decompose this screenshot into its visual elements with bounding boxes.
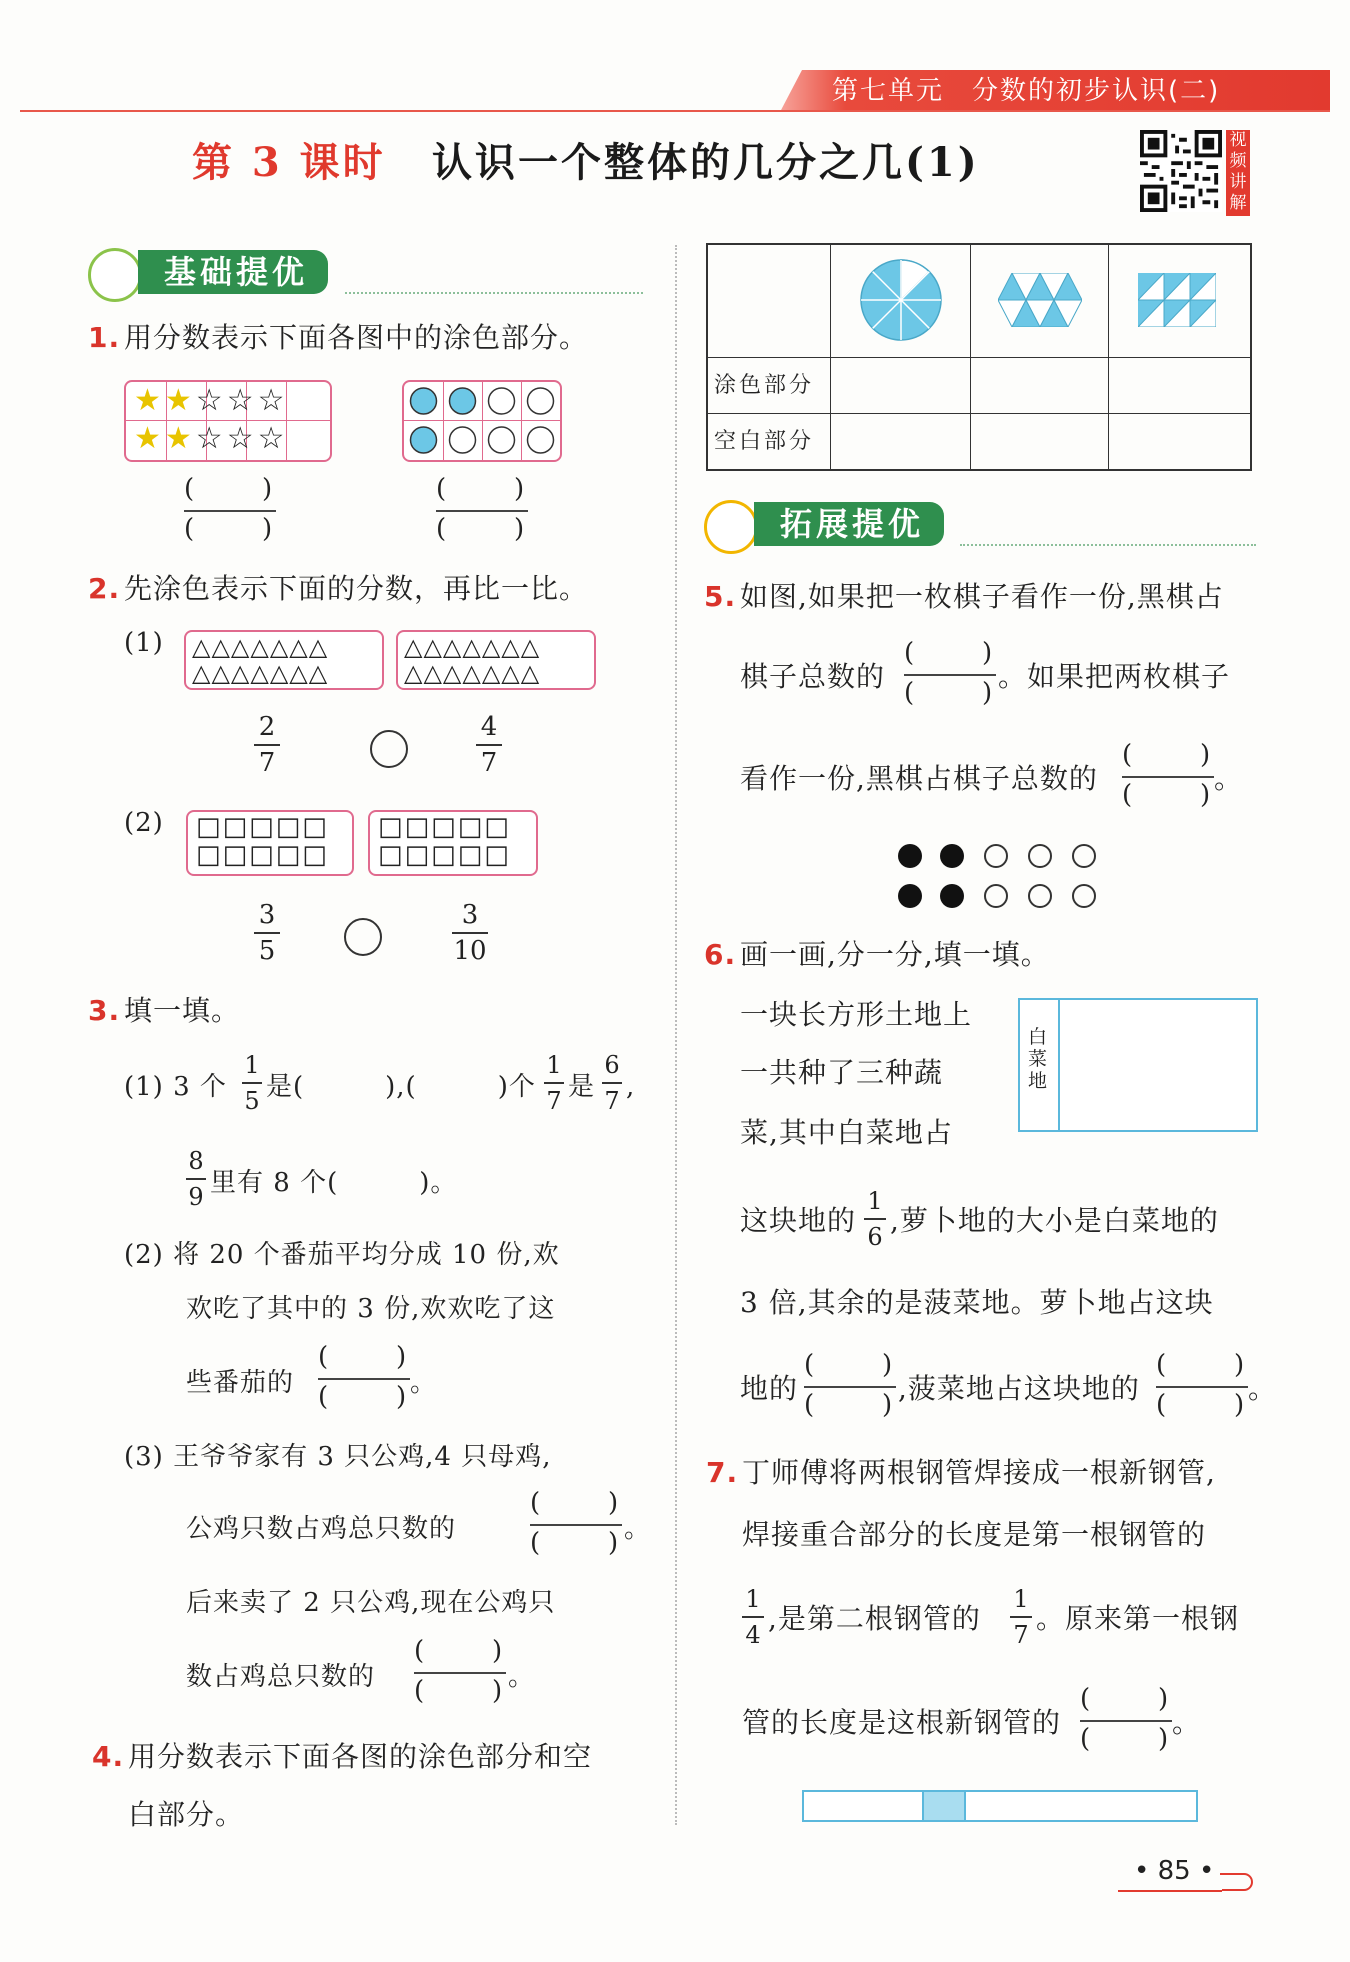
lesson-title: 认识一个整体的几分之几(1)	[432, 139, 980, 186]
q1-number: 1.	[88, 321, 121, 354]
q3-1-text-a: (1) 3 个	[124, 1072, 227, 1102]
q7-line-b: 焊接重合部分的长度是第一根钢管的	[742, 1518, 1207, 1551]
header-rule	[20, 110, 1330, 112]
q4-text-b: 白部分。	[128, 1798, 245, 1831]
q6-line-e1: 这块地的	[740, 1204, 857, 1237]
q6-number: 6.	[704, 938, 737, 971]
q5-period: 。	[1214, 762, 1244, 795]
fraction-6-7: 6 7	[602, 1050, 622, 1116]
q3-3-answer-blank-2[interactable]: ( ) ( )	[414, 1636, 506, 1708]
q3-3-line-c: 后来卖了 2 只公鸡,现在公鸡只	[186, 1588, 556, 1618]
q2-part2-label: (2)	[124, 808, 164, 838]
q5-line-b2: 。如果把两枚棋子	[998, 660, 1231, 693]
q6-line-c: 一共种了三种蔬	[740, 1056, 944, 1089]
square-grid-2[interactable]: □□□□□ □□□□□	[368, 810, 538, 876]
q3-2-answer-blank[interactable]: ( ) ( )	[318, 1342, 410, 1414]
q2-number: 2.	[88, 572, 121, 605]
q1-answer-blank-1[interactable]: ( ) ( )	[184, 474, 276, 546]
row-shaded-label: 涂色部分	[714, 373, 815, 398]
fraction-4-7: 4 7	[476, 712, 502, 778]
q3-3-period-2: 。	[508, 1662, 536, 1692]
fraction-1-7b: 1 7	[1010, 1584, 1032, 1650]
q5-line-c: 看作一份,黑棋占棋子总数的	[740, 762, 1098, 795]
q7-period: 。	[1172, 1706, 1202, 1739]
trophy-icon	[704, 500, 758, 554]
q3-text: 填一填。	[124, 994, 241, 1027]
fraction-3-5: 3 5	[254, 900, 280, 966]
star-grid: ★★☆☆☆ ★★☆☆☆	[124, 380, 332, 462]
triangle-strip-icon	[998, 273, 1082, 327]
qr-code-icon[interactable]	[1140, 130, 1222, 212]
q3-2-line-c: 些番茄的	[186, 1368, 295, 1398]
q7-line-d: 管的长度是这根新钢管的	[742, 1706, 1062, 1739]
fraction-1-7: 1 7	[544, 1050, 564, 1116]
steel-pipe-diagram	[802, 1790, 1198, 1822]
q6-period: 。	[1248, 1372, 1278, 1405]
q7-line-a: 丁师傅将两根钢管焊接成一根新钢管,	[742, 1456, 1216, 1489]
unit-title: 第七单元 分数的初步认识(二)	[832, 76, 1221, 106]
triangle-grid-1[interactable]: △△△△△△△ △△△△△△△	[184, 630, 384, 690]
square-grid-1[interactable]: □□□□□ □□□□□	[186, 810, 354, 876]
pie-eighths-icon	[858, 257, 944, 343]
page-number: • 85 •	[1134, 1856, 1215, 1886]
compare-circle-2[interactable]	[344, 918, 382, 956]
q3-2-line-b: 欢吃了其中的 3 份,欢欢吃了这	[186, 1294, 556, 1324]
lesson-number: 第 3 课时	[192, 139, 386, 186]
triangle-grid-2[interactable]: △△△△△△△ △△△△△△△	[396, 630, 596, 690]
q3-3-period-1: 。	[624, 1514, 652, 1544]
q4-number: 4.	[92, 1740, 125, 1773]
q1-answer-blank-2[interactable]: ( ) ( )	[436, 474, 528, 546]
q5-number: 5.	[704, 580, 737, 613]
fraction-8-9: 8 9	[186, 1146, 206, 1212]
q3-1-comma: ,	[626, 1072, 636, 1102]
q7-line-c2: 。原来第一根钢	[1036, 1602, 1240, 1635]
q3-number: 3.	[88, 994, 121, 1027]
circle-grid	[402, 380, 562, 462]
page-number-underline	[1118, 1890, 1222, 1892]
section-rule-2	[960, 544, 1256, 546]
q3-3-answer-blank-1[interactable]: ( ) ( )	[530, 1488, 622, 1560]
q6-line-g2: ,菠菜地占这块地的	[898, 1372, 1140, 1405]
fraction-2-7: 2 7	[254, 712, 280, 778]
land-rectangle[interactable]	[1018, 998, 1258, 1132]
q5-answer-blank-2[interactable]: ( ) ( )	[1122, 740, 1214, 812]
q6-line-e2: ,萝卜地的大小是白菜地的	[890, 1204, 1219, 1237]
q5-answer-blank-1[interactable]: ( ) ( )	[904, 638, 996, 710]
triangle-grid-icon	[1138, 273, 1216, 327]
q6-line-a: 画一画,分一分,填一填。	[740, 938, 1050, 971]
q1-text: 用分数表示下面各图中的涂色部分。	[124, 321, 589, 354]
q7-answer-blank[interactable]: ( ) ( )	[1080, 1684, 1172, 1756]
q3-1-text-b[interactable]: 是( ),( )个	[266, 1072, 536, 1102]
video-label: 视频讲解	[1226, 130, 1250, 216]
arrow-curl-icon	[1218, 1862, 1254, 1892]
row-blank-label: 空白部分	[714, 429, 815, 454]
q6-line-g1: 地的	[740, 1372, 799, 1405]
compare-circle-1[interactable]	[370, 730, 408, 768]
q3-2-period: 。	[410, 1368, 438, 1398]
q6-line-f: 3 倍,其余的是菠菜地。萝卜地占这块	[740, 1286, 1214, 1319]
q4-table	[706, 243, 1252, 471]
column-divider	[675, 245, 677, 1825]
q3-2-line-a: (2) 将 20 个番茄平均分成 10 份,欢	[124, 1240, 560, 1270]
fraction-1-6: 1 6	[864, 1186, 886, 1252]
q2-part1-label: (1)	[124, 628, 164, 658]
q6-line-d: 菜,其中白菜地占	[740, 1116, 953, 1149]
section-extend: 拓展提优	[754, 502, 944, 546]
q7-line-c1: ,是第二根钢管的	[768, 1602, 981, 1635]
q6-line-b: 一块长方形土地上	[740, 998, 973, 1031]
q3-1-text-d[interactable]: 里有 8 个( )。	[210, 1168, 458, 1198]
q3-3-line-d: 数占鸡总只数的	[186, 1662, 376, 1692]
fraction-1-5: 1 5	[242, 1050, 262, 1116]
q2-text: 先涂色表示下面的分数，再比一比。	[124, 572, 589, 605]
fraction-3-10: 3 10	[453, 900, 487, 966]
q7-number: 7.	[706, 1456, 739, 1489]
q4-text-a: 用分数表示下面各图的涂色部分和空	[128, 1740, 593, 1773]
fraction-1-4: 1 4	[742, 1584, 764, 1650]
q3-1-text-c: 是	[568, 1072, 596, 1102]
section-rule	[345, 292, 643, 294]
q5-line-a: 如图,如果把一枚棋子看作一份,黑棋占	[740, 580, 1224, 613]
q6-answer-blank-1[interactable]: ( ) ( )	[804, 1350, 896, 1422]
section-basic: 基础提优	[138, 250, 328, 294]
cabbage-label: 白菜地	[1028, 1026, 1048, 1092]
q3-3-line-b: 公鸡只数占鸡总只数的	[186, 1514, 457, 1544]
q6-answer-blank-2[interactable]: ( ) ( )	[1156, 1350, 1248, 1422]
gear-leaf-icon	[88, 248, 142, 302]
q3-3-line-a: (3) 王爷爷家有 3 只公鸡,4 只母鸡,	[124, 1442, 552, 1472]
q5-line-b1: 棋子总数的	[740, 660, 886, 693]
